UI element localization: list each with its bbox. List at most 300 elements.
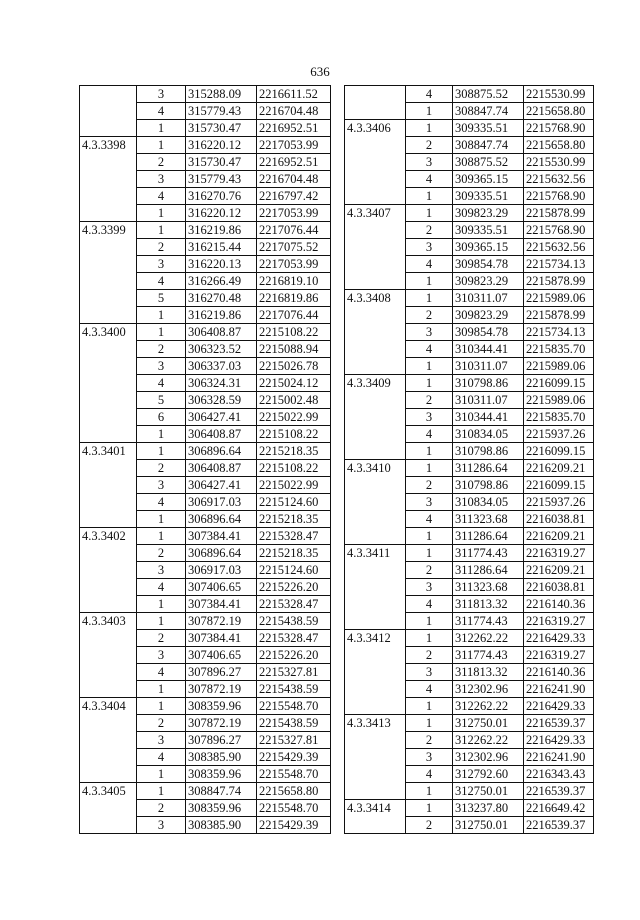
point-number-cell: 4 bbox=[137, 494, 186, 511]
parcel-id-cell bbox=[80, 409, 137, 426]
y-coordinate-cell: 2215022.99 bbox=[257, 409, 331, 426]
y-coordinate-cell: 2215328.47 bbox=[257, 528, 331, 545]
point-number-cell: 3 bbox=[137, 358, 186, 375]
table-row bbox=[80, 528, 331, 545]
y-coordinate-cell: 2215088.94 bbox=[257, 341, 331, 358]
point-number-cell: 3 bbox=[406, 749, 453, 766]
y-coordinate-cell: 2216099.15 bbox=[524, 477, 594, 494]
y-coordinate-cell: 2215429.39 bbox=[257, 817, 331, 834]
table-row bbox=[80, 324, 331, 341]
y-coordinate-cell: 2215438.59 bbox=[257, 715, 331, 732]
parcel-id-cell: 4.3.3414 bbox=[345, 800, 406, 817]
parcel-id-cell bbox=[345, 222, 406, 239]
y-coordinate-cell: 2215768.90 bbox=[524, 188, 594, 205]
table-row bbox=[80, 307, 331, 324]
point-number-cell: 4 bbox=[406, 341, 453, 358]
point-number-cell: 1 bbox=[137, 443, 186, 460]
parcel-id-cell bbox=[80, 545, 137, 562]
parcel-id-cell bbox=[345, 664, 406, 681]
y-coordinate-cell: 2215108.22 bbox=[257, 426, 331, 443]
y-coordinate-cell: 2216343.43 bbox=[524, 766, 594, 783]
x-coordinate-cell: 306917.03 bbox=[186, 494, 257, 511]
y-coordinate-cell: 2215108.22 bbox=[257, 460, 331, 477]
x-coordinate-cell: 306323.52 bbox=[186, 341, 257, 358]
table-row bbox=[80, 749, 331, 766]
table-row bbox=[345, 409, 594, 426]
parcel-id-cell bbox=[345, 358, 406, 375]
y-coordinate-cell: 2215438.59 bbox=[257, 681, 331, 698]
x-coordinate-cell: 306427.41 bbox=[186, 409, 257, 426]
x-coordinate-cell: 310311.07 bbox=[453, 290, 524, 307]
table-row bbox=[80, 222, 331, 239]
parcel-id-cell bbox=[80, 579, 137, 596]
x-coordinate-cell: 309335.51 bbox=[453, 222, 524, 239]
y-coordinate-cell: 2215937.26 bbox=[524, 426, 594, 443]
parcel-id-cell bbox=[345, 307, 406, 324]
x-coordinate-cell: 315779.43 bbox=[186, 171, 257, 188]
x-coordinate-cell: 316219.86 bbox=[186, 307, 257, 324]
y-coordinate-cell: 2215835.70 bbox=[524, 409, 594, 426]
point-number-cell: 1 bbox=[406, 358, 453, 375]
point-number-cell: 1 bbox=[406, 800, 453, 817]
point-number-cell: 4 bbox=[406, 511, 453, 528]
point-number-cell: 3 bbox=[406, 154, 453, 171]
table-row bbox=[345, 239, 594, 256]
point-number-cell: 2 bbox=[406, 222, 453, 239]
x-coordinate-cell: 310834.05 bbox=[453, 426, 524, 443]
point-number-cell: 2 bbox=[137, 341, 186, 358]
parcel-id-cell bbox=[80, 256, 137, 273]
parcel-id-cell bbox=[345, 86, 406, 103]
y-coordinate-cell: 2216611.52 bbox=[257, 86, 331, 103]
y-coordinate-cell: 2217075.52 bbox=[257, 239, 331, 256]
table-row bbox=[345, 341, 594, 358]
table-row bbox=[80, 511, 331, 528]
parcel-id-cell: 4.3.3412 bbox=[345, 630, 406, 647]
coordinate-table-left bbox=[79, 85, 331, 834]
table-row bbox=[345, 817, 594, 834]
parcel-id-cell bbox=[345, 766, 406, 783]
y-coordinate-cell: 2215548.70 bbox=[257, 800, 331, 817]
y-coordinate-cell: 2215530.99 bbox=[524, 86, 594, 103]
y-coordinate-cell: 2216429.33 bbox=[524, 630, 594, 647]
x-coordinate-cell: 316266.49 bbox=[186, 273, 257, 290]
point-number-cell: 3 bbox=[137, 477, 186, 494]
x-coordinate-cell: 312750.01 bbox=[453, 817, 524, 834]
point-number-cell: 4 bbox=[406, 171, 453, 188]
x-coordinate-cell: 310798.86 bbox=[453, 477, 524, 494]
point-number-cell: 1 bbox=[137, 120, 186, 137]
point-number-cell: 3 bbox=[406, 494, 453, 511]
parcel-id-cell bbox=[80, 562, 137, 579]
point-number-cell: 4 bbox=[137, 579, 186, 596]
parcel-id-cell bbox=[345, 426, 406, 443]
y-coordinate-cell: 2216429.33 bbox=[524, 732, 594, 749]
y-coordinate-cell: 2216952.51 bbox=[257, 154, 331, 171]
point-number-cell: 1 bbox=[137, 766, 186, 783]
point-number-cell: 3 bbox=[137, 256, 186, 273]
x-coordinate-cell: 307406.65 bbox=[186, 579, 257, 596]
x-coordinate-cell: 308875.52 bbox=[453, 86, 524, 103]
parcel-id-cell: 4.3.3413 bbox=[345, 715, 406, 732]
y-coordinate-cell: 2215632.56 bbox=[524, 239, 594, 256]
x-coordinate-cell: 309854.78 bbox=[453, 324, 524, 341]
table-row bbox=[345, 613, 594, 630]
y-coordinate-cell: 2215548.70 bbox=[257, 698, 331, 715]
table-row bbox=[345, 749, 594, 766]
table-row bbox=[80, 154, 331, 171]
point-number-cell: 4 bbox=[137, 375, 186, 392]
parcel-id-cell: 4.3.3408 bbox=[345, 290, 406, 307]
table-row bbox=[345, 443, 594, 460]
parcel-id-cell: 4.3.3405 bbox=[80, 783, 137, 800]
x-coordinate-cell: 308847.74 bbox=[453, 103, 524, 120]
table-row bbox=[345, 358, 594, 375]
y-coordinate-cell: 2216539.37 bbox=[524, 783, 594, 800]
parcel-id-cell bbox=[80, 171, 137, 188]
parcel-id-cell bbox=[80, 120, 137, 137]
parcel-id-cell bbox=[80, 375, 137, 392]
parcel-id-cell bbox=[345, 137, 406, 154]
y-coordinate-cell: 2216797.42 bbox=[257, 188, 331, 205]
table-row bbox=[80, 698, 331, 715]
x-coordinate-cell: 308385.90 bbox=[186, 749, 257, 766]
x-coordinate-cell: 306328.59 bbox=[186, 392, 257, 409]
parcel-id-cell: 4.3.3407 bbox=[345, 205, 406, 222]
x-coordinate-cell: 311774.43 bbox=[453, 613, 524, 630]
y-coordinate-cell: 2216140.36 bbox=[524, 596, 594, 613]
parcel-id-cell bbox=[345, 477, 406, 494]
x-coordinate-cell: 306408.87 bbox=[186, 426, 257, 443]
point-number-cell: 2 bbox=[406, 392, 453, 409]
x-coordinate-cell: 312302.96 bbox=[453, 681, 524, 698]
table-row bbox=[345, 307, 594, 324]
y-coordinate-cell: 2215218.35 bbox=[257, 443, 331, 460]
y-coordinate-cell: 2216704.48 bbox=[257, 171, 331, 188]
parcel-id-cell bbox=[345, 817, 406, 834]
table-row bbox=[345, 205, 594, 222]
parcel-id-cell bbox=[80, 273, 137, 290]
table-row bbox=[345, 800, 594, 817]
x-coordinate-cell: 311813.32 bbox=[453, 596, 524, 613]
x-coordinate-cell: 306896.64 bbox=[186, 545, 257, 562]
point-number-cell: 1 bbox=[406, 103, 453, 120]
point-number-cell: 1 bbox=[406, 120, 453, 137]
table-row bbox=[345, 545, 594, 562]
parcel-id-cell bbox=[80, 460, 137, 477]
parcel-id-cell: 4.3.3403 bbox=[80, 613, 137, 630]
x-coordinate-cell: 312262.22 bbox=[453, 698, 524, 715]
parcel-id-cell bbox=[345, 494, 406, 511]
y-coordinate-cell: 2215878.99 bbox=[524, 307, 594, 324]
y-coordinate-cell: 2217053.99 bbox=[257, 137, 331, 154]
y-coordinate-cell: 2216209.21 bbox=[524, 528, 594, 545]
point-number-cell: 1 bbox=[137, 596, 186, 613]
point-number-cell: 3 bbox=[137, 562, 186, 579]
parcel-id-cell bbox=[80, 86, 137, 103]
y-coordinate-cell: 2216140.36 bbox=[524, 664, 594, 681]
table-row bbox=[345, 766, 594, 783]
y-coordinate-cell: 2215328.47 bbox=[257, 596, 331, 613]
parcel-id-cell bbox=[80, 154, 137, 171]
table-row bbox=[80, 783, 331, 800]
x-coordinate-cell: 312302.96 bbox=[453, 749, 524, 766]
x-coordinate-cell: 309854.78 bbox=[453, 256, 524, 273]
table-row bbox=[80, 596, 331, 613]
y-coordinate-cell: 2215989.06 bbox=[524, 290, 594, 307]
x-coordinate-cell: 306408.87 bbox=[186, 460, 257, 477]
x-coordinate-cell: 315779.43 bbox=[186, 103, 257, 120]
parcel-id-cell bbox=[345, 596, 406, 613]
point-number-cell: 1 bbox=[406, 698, 453, 715]
x-coordinate-cell: 306324.31 bbox=[186, 375, 257, 392]
point-number-cell: 1 bbox=[137, 613, 186, 630]
point-number-cell: 2 bbox=[406, 732, 453, 749]
table-row bbox=[345, 188, 594, 205]
parcel-id-cell bbox=[80, 477, 137, 494]
y-coordinate-cell: 2215989.06 bbox=[524, 358, 594, 375]
point-number-cell: 1 bbox=[406, 443, 453, 460]
point-number-cell: 4 bbox=[406, 766, 453, 783]
table-row bbox=[80, 120, 331, 137]
parcel-id-cell bbox=[345, 409, 406, 426]
y-coordinate-cell: 2215734.13 bbox=[524, 324, 594, 341]
point-number-cell: 1 bbox=[137, 783, 186, 800]
y-coordinate-cell: 2216429.33 bbox=[524, 698, 594, 715]
parcel-id-cell bbox=[80, 341, 137, 358]
parcel-id-cell bbox=[345, 783, 406, 800]
y-coordinate-cell: 2215108.22 bbox=[257, 324, 331, 341]
parcel-id-cell bbox=[345, 732, 406, 749]
y-coordinate-cell: 2216209.21 bbox=[524, 562, 594, 579]
table-row bbox=[345, 664, 594, 681]
point-number-cell: 4 bbox=[406, 256, 453, 273]
parcel-id-cell bbox=[345, 613, 406, 630]
parcel-id-cell bbox=[80, 766, 137, 783]
x-coordinate-cell: 312262.22 bbox=[453, 630, 524, 647]
y-coordinate-cell: 2215124.60 bbox=[257, 494, 331, 511]
parcel-id-cell: 4.3.3401 bbox=[80, 443, 137, 460]
y-coordinate-cell: 2215026.78 bbox=[257, 358, 331, 375]
table-row bbox=[345, 477, 594, 494]
point-number-cell: 3 bbox=[406, 579, 453, 596]
parcel-id-cell bbox=[345, 579, 406, 596]
parcel-id-cell bbox=[345, 681, 406, 698]
table-row bbox=[80, 460, 331, 477]
table-row bbox=[80, 290, 331, 307]
y-coordinate-cell: 2216539.37 bbox=[524, 817, 594, 834]
x-coordinate-cell: 308359.96 bbox=[186, 766, 257, 783]
parcel-id-cell: 4.3.3402 bbox=[80, 528, 137, 545]
x-coordinate-cell: 312750.01 bbox=[453, 715, 524, 732]
x-coordinate-cell: 310798.86 bbox=[453, 375, 524, 392]
table-row bbox=[345, 290, 594, 307]
point-number-cell: 1 bbox=[406, 545, 453, 562]
x-coordinate-cell: 312792.60 bbox=[453, 766, 524, 783]
x-coordinate-cell: 307406.65 bbox=[186, 647, 257, 664]
table-row bbox=[345, 647, 594, 664]
y-coordinate-cell: 2215429.39 bbox=[257, 749, 331, 766]
x-coordinate-cell: 315730.47 bbox=[186, 154, 257, 171]
point-number-cell: 2 bbox=[137, 239, 186, 256]
y-coordinate-cell: 2215768.90 bbox=[524, 222, 594, 239]
parcel-id-cell bbox=[80, 290, 137, 307]
x-coordinate-cell: 310344.41 bbox=[453, 341, 524, 358]
parcel-id-cell bbox=[345, 273, 406, 290]
x-coordinate-cell: 310344.41 bbox=[453, 409, 524, 426]
point-number-cell: 4 bbox=[137, 749, 186, 766]
x-coordinate-cell: 311323.68 bbox=[453, 579, 524, 596]
coordinate-table-right bbox=[344, 85, 594, 834]
y-coordinate-cell: 2216038.81 bbox=[524, 579, 594, 596]
table-row bbox=[80, 715, 331, 732]
table-row bbox=[345, 562, 594, 579]
table-row bbox=[345, 375, 594, 392]
parcel-id-cell bbox=[80, 392, 137, 409]
table-row bbox=[80, 341, 331, 358]
parcel-id-cell bbox=[345, 103, 406, 120]
x-coordinate-cell: 309365.15 bbox=[453, 171, 524, 188]
table-row bbox=[345, 698, 594, 715]
table-row bbox=[345, 86, 594, 103]
point-number-cell: 4 bbox=[137, 103, 186, 120]
parcel-id-cell bbox=[80, 596, 137, 613]
y-coordinate-cell: 2216099.15 bbox=[524, 375, 594, 392]
x-coordinate-cell: 306896.64 bbox=[186, 443, 257, 460]
table-row bbox=[345, 494, 594, 511]
parcel-id-cell bbox=[345, 562, 406, 579]
y-coordinate-cell: 2216539.37 bbox=[524, 715, 594, 732]
table-row bbox=[80, 188, 331, 205]
parcel-id-cell bbox=[80, 749, 137, 766]
table-row bbox=[345, 715, 594, 732]
parcel-id-cell bbox=[345, 647, 406, 664]
table-row bbox=[80, 545, 331, 562]
point-number-cell: 1 bbox=[137, 137, 186, 154]
point-number-cell: 2 bbox=[406, 307, 453, 324]
x-coordinate-cell: 315730.47 bbox=[186, 120, 257, 137]
point-number-cell: 3 bbox=[406, 324, 453, 341]
point-number-cell: 4 bbox=[406, 681, 453, 698]
parcel-id-cell bbox=[80, 800, 137, 817]
x-coordinate-cell: 313237.80 bbox=[453, 800, 524, 817]
table-row bbox=[345, 392, 594, 409]
y-coordinate-cell: 2216649.42 bbox=[524, 800, 594, 817]
table-row bbox=[80, 171, 331, 188]
x-coordinate-cell: 310311.07 bbox=[453, 392, 524, 409]
point-number-cell: 1 bbox=[137, 324, 186, 341]
parcel-id-cell bbox=[345, 511, 406, 528]
point-number-cell: 1 bbox=[137, 511, 186, 528]
table-row bbox=[345, 783, 594, 800]
x-coordinate-cell: 311774.43 bbox=[453, 647, 524, 664]
table-row bbox=[345, 630, 594, 647]
point-number-cell: 3 bbox=[137, 171, 186, 188]
table-row bbox=[345, 256, 594, 273]
point-number-cell: 3 bbox=[137, 817, 186, 834]
table-row bbox=[345, 579, 594, 596]
y-coordinate-cell: 2215658.80 bbox=[257, 783, 331, 800]
parcel-id-cell: 4.3.3411 bbox=[345, 545, 406, 562]
point-number-cell: 4 bbox=[137, 188, 186, 205]
table-row bbox=[345, 732, 594, 749]
x-coordinate-cell: 310798.86 bbox=[453, 443, 524, 460]
parcel-id-cell bbox=[80, 494, 137, 511]
parcel-id-cell: 4.3.3409 bbox=[345, 375, 406, 392]
y-coordinate-cell: 2215327.81 bbox=[257, 732, 331, 749]
y-coordinate-cell: 2216704.48 bbox=[257, 103, 331, 120]
y-coordinate-cell: 2215226.20 bbox=[257, 647, 331, 664]
point-number-cell: 1 bbox=[406, 528, 453, 545]
point-number-cell: 5 bbox=[137, 290, 186, 307]
point-number-cell: 4 bbox=[137, 273, 186, 290]
parcel-id-cell: 4.3.3406 bbox=[345, 120, 406, 137]
point-number-cell: 3 bbox=[406, 664, 453, 681]
y-coordinate-cell: 2215218.35 bbox=[257, 545, 331, 562]
x-coordinate-cell: 309823.29 bbox=[453, 273, 524, 290]
x-coordinate-cell: 307872.19 bbox=[186, 715, 257, 732]
y-coordinate-cell: 2215835.70 bbox=[524, 341, 594, 358]
parcel-id-cell bbox=[80, 511, 137, 528]
y-coordinate-cell: 2216319.27 bbox=[524, 613, 594, 630]
parcel-id-cell bbox=[345, 698, 406, 715]
parcel-id-cell bbox=[80, 630, 137, 647]
parcel-id-cell bbox=[345, 528, 406, 545]
x-coordinate-cell: 307872.19 bbox=[186, 681, 257, 698]
parcel-id-cell: 4.3.3399 bbox=[80, 222, 137, 239]
x-coordinate-cell: 312750.01 bbox=[453, 783, 524, 800]
y-coordinate-cell: 2217053.99 bbox=[257, 256, 331, 273]
table-row bbox=[80, 205, 331, 222]
y-coordinate-cell: 2217076.44 bbox=[257, 222, 331, 239]
table-row bbox=[80, 630, 331, 647]
point-number-cell: 1 bbox=[406, 188, 453, 205]
parcel-id-cell bbox=[80, 664, 137, 681]
table-row bbox=[80, 477, 331, 494]
table-row bbox=[80, 664, 331, 681]
y-coordinate-cell: 2215768.90 bbox=[524, 120, 594, 137]
table-row bbox=[80, 681, 331, 698]
y-coordinate-cell: 2215878.99 bbox=[524, 273, 594, 290]
table-row bbox=[80, 103, 331, 120]
table-row bbox=[80, 86, 331, 103]
y-coordinate-cell: 2216819.86 bbox=[257, 290, 331, 307]
parcel-id-cell bbox=[80, 715, 137, 732]
parcel-id-cell bbox=[345, 171, 406, 188]
point-number-cell: 3 bbox=[406, 409, 453, 426]
point-number-cell: 2 bbox=[137, 800, 186, 817]
x-coordinate-cell: 307384.41 bbox=[186, 528, 257, 545]
parcel-id-cell bbox=[345, 154, 406, 171]
x-coordinate-cell: 311813.32 bbox=[453, 664, 524, 681]
x-coordinate-cell: 316220.12 bbox=[186, 137, 257, 154]
table-row bbox=[345, 324, 594, 341]
y-coordinate-cell: 2215530.99 bbox=[524, 154, 594, 171]
point-number-cell: 1 bbox=[406, 460, 453, 477]
table-row bbox=[345, 460, 594, 477]
x-coordinate-cell: 311286.64 bbox=[453, 528, 524, 545]
x-coordinate-cell: 308359.96 bbox=[186, 698, 257, 715]
y-coordinate-cell: 2216038.81 bbox=[524, 511, 594, 528]
y-coordinate-cell: 2215124.60 bbox=[257, 562, 331, 579]
table-row bbox=[80, 817, 331, 834]
y-coordinate-cell: 2215328.47 bbox=[257, 630, 331, 647]
table-row bbox=[345, 596, 594, 613]
x-coordinate-cell: 306917.03 bbox=[186, 562, 257, 579]
y-coordinate-cell: 2215658.80 bbox=[524, 137, 594, 154]
x-coordinate-cell: 309823.29 bbox=[453, 307, 524, 324]
x-coordinate-cell: 311323.68 bbox=[453, 511, 524, 528]
